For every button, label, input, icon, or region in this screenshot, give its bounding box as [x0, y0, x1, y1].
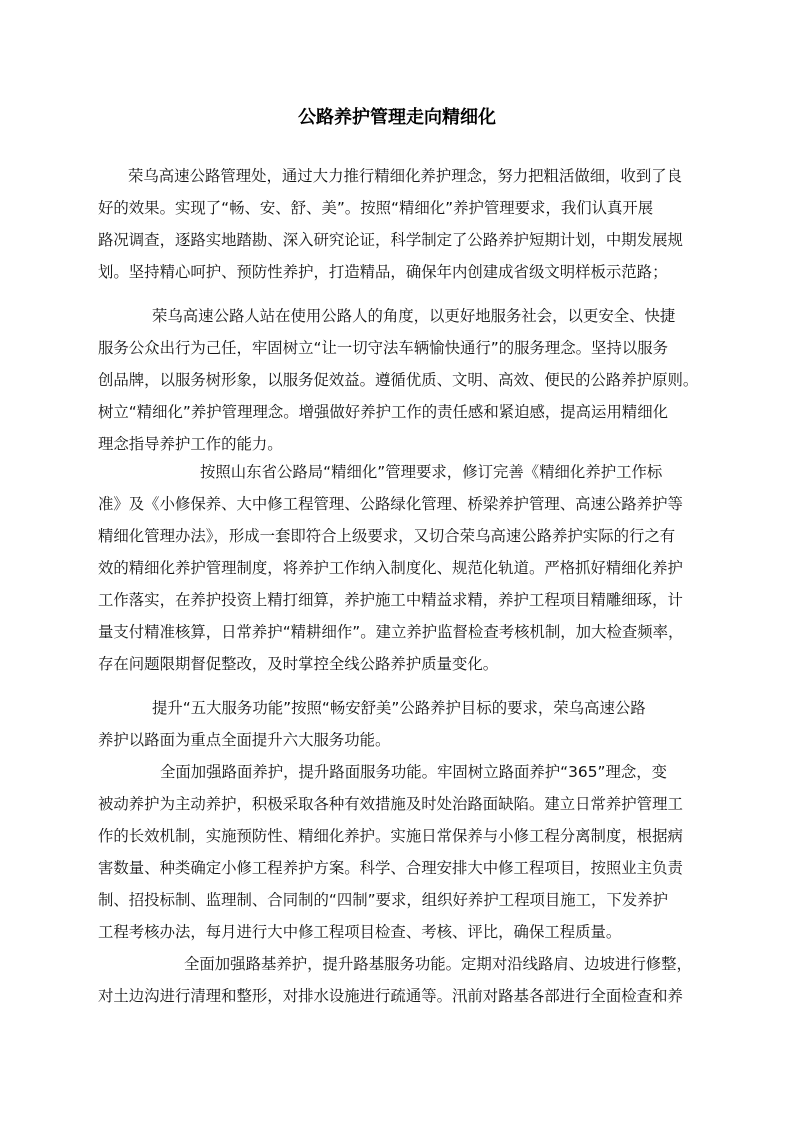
paragraph-line: 制、招投标制、监理制、合同制的“四制”要求，组织好养护工程项目施工，下发养护 [98, 891, 669, 909]
paragraph-line: 精细化管理办法》，形成一套即符合上级要求，又切合荣乌高速公路养护实际的行之有 [98, 527, 676, 545]
paragraph-line: 工作落实，在养护投资上精打细算，养护施工中精益求精，养护工程项目精雕细琢，计 [98, 591, 683, 609]
paragraph-line: 创品牌，以服务树形象，以服务促效益。遵循优质、文明、高效、便民的公路养护原则。 [98, 371, 698, 389]
paragraph-line: 效的精细化养护管理制度，将养护工作纳入制度化、规范化轨道。严格抓好精细化养护 [98, 559, 683, 577]
paragraph-line: 存在问题限期督促整改，及时掌控全线公路养护质量变化。 [98, 655, 499, 673]
paragraph-line: 被动养护为主动养护，积极采取各种有效措施及时处治路面缺陷。建立日常养护管理工 [98, 795, 683, 813]
paragraph-3 [98, 456, 698, 680]
paragraph-line: 路况调查，逐路实地踏勘、深入研究论证，科学制定了公路养护短期计划，中期发展规 [98, 231, 683, 249]
paragraph-2 [98, 300, 698, 460]
paragraph-line: 量支付精准核算，日常养护“精耕细作”。建立养护监督检查考核机制，加大检查频率， [98, 623, 684, 641]
paragraph-line: 工程考核办法，每月进行大中修工程项目检查、考核、评比，确保工程质量。 [98, 923, 622, 941]
paragraph-line: 树立“精细化”养护管理理念。增强做好养护工作的责任感和紧迫感，提高运用精细化 [98, 403, 669, 421]
paragraph-5 [98, 756, 698, 948]
paragraph-line: 对土边沟进行清理和整形，对排水设施进行疏通等。汛前对路基各部进行全面检查和养 [98, 987, 683, 1005]
paragraph-6 [98, 948, 698, 1012]
paragraph-line: 划。坚持精心呵护、预防性养护，打造精品，确保年内创建成省级文明样板示范路； [98, 263, 668, 281]
paragraph-line: 全面加强路面养护，提升路面服务功能。牢固树立路面养护“365”理念，变 [160, 763, 668, 781]
paragraph-1 [98, 160, 698, 288]
paragraph-line: 荣乌高速公路管理处，通过大力推行精细化养护理念，努力把粗活做细，收到了良 [128, 167, 683, 185]
paragraph-line: 害数量、种类确定小修工程养护方案。科学、合理安排大中修工程项目，按照业主负责 [98, 859, 683, 877]
paragraph-line: 作的长效机制，实施预防性、精细化养护。实施日常保养与小修工程分离制度，根据病 [98, 827, 683, 845]
paragraph-line: 提升“五大服务功能”按照“畅安舒美”公路养护目标的要求，荣乌高速公路 [152, 699, 646, 717]
paragraph-4 [98, 692, 698, 756]
paragraph-line: 养护以路面为重点全面提升六大服务功能。 [98, 731, 391, 749]
paragraph-line: 好的效果。实现了“畅、安、舒、美”。按照“精细化”养护管理要求，我们认真开展 [98, 199, 654, 217]
paragraph-line: 服务公众出行为己任，牢固树立“让一切守法车辆愉快通行”的服务理念。坚持以服务 [98, 339, 669, 357]
paragraph-line: 荣乌高速公路人站在使用公路人的角度，以更好地服务社会，以更安全、快捷 [152, 307, 676, 325]
document-title: 公路养护管理走向精细化 [298, 107, 496, 128]
paragraph-line: 按照山东省公路局“精细化”管理要求，修订完善《精细化养护工作标 [200, 463, 663, 481]
paragraph-line: 全面加强路基养护，提升路基服务功能。定期对沿线路肩、边坡进行修整， [184, 955, 692, 973]
paragraph-line: 准》及《小修保养、大中修工程管理、公路绿化管理、桥梁养护管理、高速公路养护等 [98, 495, 683, 513]
paragraph-line: 理念指导养护工作的能力。 [98, 435, 283, 453]
